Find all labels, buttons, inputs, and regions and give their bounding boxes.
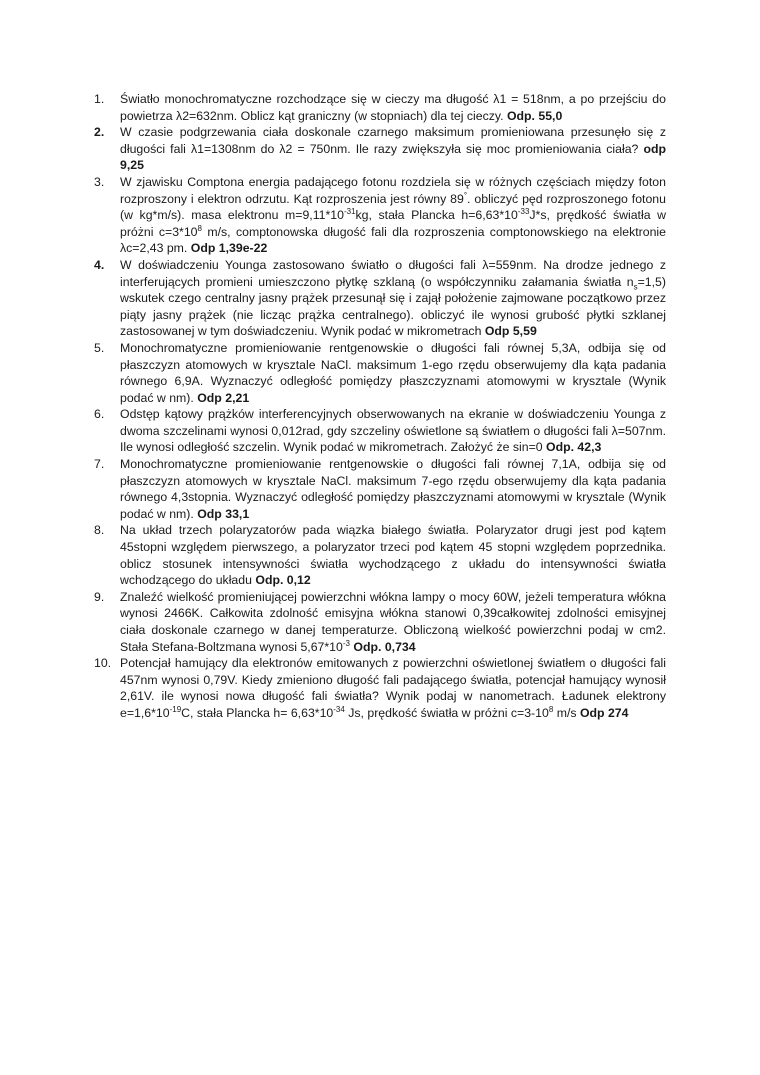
problem-number: 3. [94,174,105,189]
problem-item [94,91,666,124]
problem-text-run: Js, prędkość światła w próżni c=3-10 [344,705,549,720]
answer-text: Odp. 0,734 [353,639,416,654]
problem-text-run: W czasie podgrzewania ciała doskonale czarnego maksimum promieniowana przesunęło się z długości fali λ1=1308nm do λ2 = 750nm. Ile razy zwiększyła się moc promieniowania ciała? [120,125,666,156]
problem-text [120,656,666,720]
problem-text-run: kg, stała Plancka h=6,63*10 [355,208,518,223]
answer-text: Odp. 0,12 [255,573,311,588]
problem-text-run: Odstęp kątowy prążków interferencyjnych obserwowanych na ekranie w doświadczeniu Younga z dwoma szczelinami wynosi 0,012rad, gdy szczeliny oświetlone są światłem o długości fali λ=507nm. Ile wynosi odległość szczelin. Wynik podać w mikrometrach. Założyć że sin=0 [120,407,666,455]
problem-text-run: C, stała Plancka h= 6,63*10 [181,705,334,720]
answer-text: Odp 33,1 [197,506,250,521]
problem-text-run: W zjawisku Comptona energia padającego fotonu rozdziela się w różnych częściach między foton rozproszony i elektron odrzutu. Kąt rozproszenia jest równy 89 [120,174,666,206]
superscript: -31 [343,207,356,217]
answer-text: Odp 5,59 [484,324,537,339]
problem-number: 7. [94,457,105,472]
problem-text-run: Monochromatyczne promieniowanie rentgenowskie o długości fali równej 7,1A, odbija się od płaszczyzn atomowych w krysztale NaCl. maksimum 7-ego rzędu obserwujemy dla kąta padania równego 4,3stopnia. Wyznaczyć odległość pomiędzy płaszczyznami atomowymi w krysztale (Wynik podać w nm). [120,457,666,521]
answer-text: Odp 274 [579,705,629,720]
superscript: -3 [342,638,350,648]
problem-number: 1. [94,92,105,106]
problem-number: 5. [94,340,105,355]
problem-text [120,590,666,654]
problem-text-run: J*s, prędkość światła w próżni c=3*10 [120,208,666,239]
problem-text-run: Światło monochromatyczne rozchodzące się w cieczy ma długość λ1 = 518nm, a po przejściu do powietrza λ2=632nm. Oblicz kąt graniczny (w stopniach) dla tej cieczy. [120,92,666,123]
problem-text [120,341,666,405]
problem-number: 9. [94,589,105,604]
problem-number: 8. [94,523,105,538]
problem-item [94,456,666,522]
problem-text-run: W doświadczeniu Younga zastosowano światło o długości fali λ=559nm. Na drodze jednego z interferujących promieni umieszczono płytkę szklaną (o współczynniku załamania światła n [120,257,666,289]
problem-text-run: m/s [553,705,580,720]
problem-text [120,407,666,454]
superscript: 8 [197,223,202,233]
subscript: s [633,281,638,291]
problem-number: 4. [94,257,105,272]
problem-text [120,175,666,255]
problem-text [120,92,666,123]
problem-text [120,457,666,521]
superscript: 8 [548,704,554,714]
answer-text: Odp 1,39e-22 [190,241,268,256]
problem-item [94,655,666,721]
problem-number: 2. [94,125,105,140]
problem-text-run: Monochromatyczne promieniowanie rentgenowskie o długości fali równej 5,3A, odbija się od płaszczyzn atomowych w krysztale NaCl. maksimum 1-ego rzędu obserwujemy dla kąta padania równego 6,9A. Wyznaczyć odległość pomiędzy płaszczyznami atomowymi w krysztale (Wynik podać w nm). [120,340,666,405]
superscript: -19 [169,704,182,714]
answer-text: Odp. 42,3 [546,440,602,455]
problem-text-run: Potencjał hamujący dla elektronów emitowanych z powierzchni oświetlonej światłem o długości fali 457nm wynosi 0,79V. Kiedy zmieniono długość fali padającego światła, potencjał hamujący wynosił 2,61V. ile wynosi nowa długość fali światła? Wynik podaj w nanometrach. Ładunek elektrony e=1,6*10 [120,656,666,720]
problem-item [94,340,666,406]
problem-item [94,406,666,456]
problem-text [120,258,666,338]
problem-list [94,91,666,722]
superscript: -33 [517,207,530,217]
problem-text [120,523,666,587]
problem-text-run: Na układ trzech polaryzatorów pada wiązka białego światła. Polaryzator drugi jest pod kątem 45stopni względem pierwszego, a polaryzator trzeci pod kątem 45 stopni względem poprzednika. oblicz stosunek intensywności światła wychodzącego z układu do intensywności światła wchodzącego do układu [120,523,666,588]
superscript: -34 [333,704,345,714]
problem-item [94,257,666,340]
problem-text-run: m/s, comptonowska długość fali dla rozproszenia comptonowskiego na elektronie λc=2,43 pm. [120,224,666,256]
problem-number: 10. [94,656,112,671]
answer-text: Odp. 55,0 [506,108,563,123]
problem-item [94,522,666,588]
problem-number: 6. [94,407,105,422]
superscript: ° [463,190,468,200]
answer-text: odp 9,25 [120,141,666,173]
problem-item [94,589,666,655]
problem-text [120,125,666,172]
problem-item [94,174,666,257]
problem-text-run: . obliczyć pęd rozproszonego fotonu (w kg*m/s). masa elektronu m=9,11*10 [120,191,666,223]
problem-item [94,124,666,174]
problem-text-run: =1,5) wskutek czego centralny jasny prążek przesunął się i zajął położenie zajmowane początkowo przez piąty jasny prążek (nie licząc prążka centralnego). obliczyć ile wynosi grubość płytki szklanej zastosowanej w tym doświadczeniu. Wynik podać w mikrometrach [120,274,666,339]
problem-text-run: Znaleźć wielkość promieniującej powierzchni włókna lampy o mocy 60W, jeżeli temperatura włókna wynosi 2466K. Całkowita zdolność emisyjna włókna stanowi 0,39całkowitej zdolności emisyjnej ciała doskonale czarnego w danej temperaturze. Obliczoną wielkość powierzchni podaj w cm2. Stała Stefana-Boltzmana wynosi 5,67*10 [120,589,666,654]
answer-text: Odp 2,21 [197,390,250,405]
